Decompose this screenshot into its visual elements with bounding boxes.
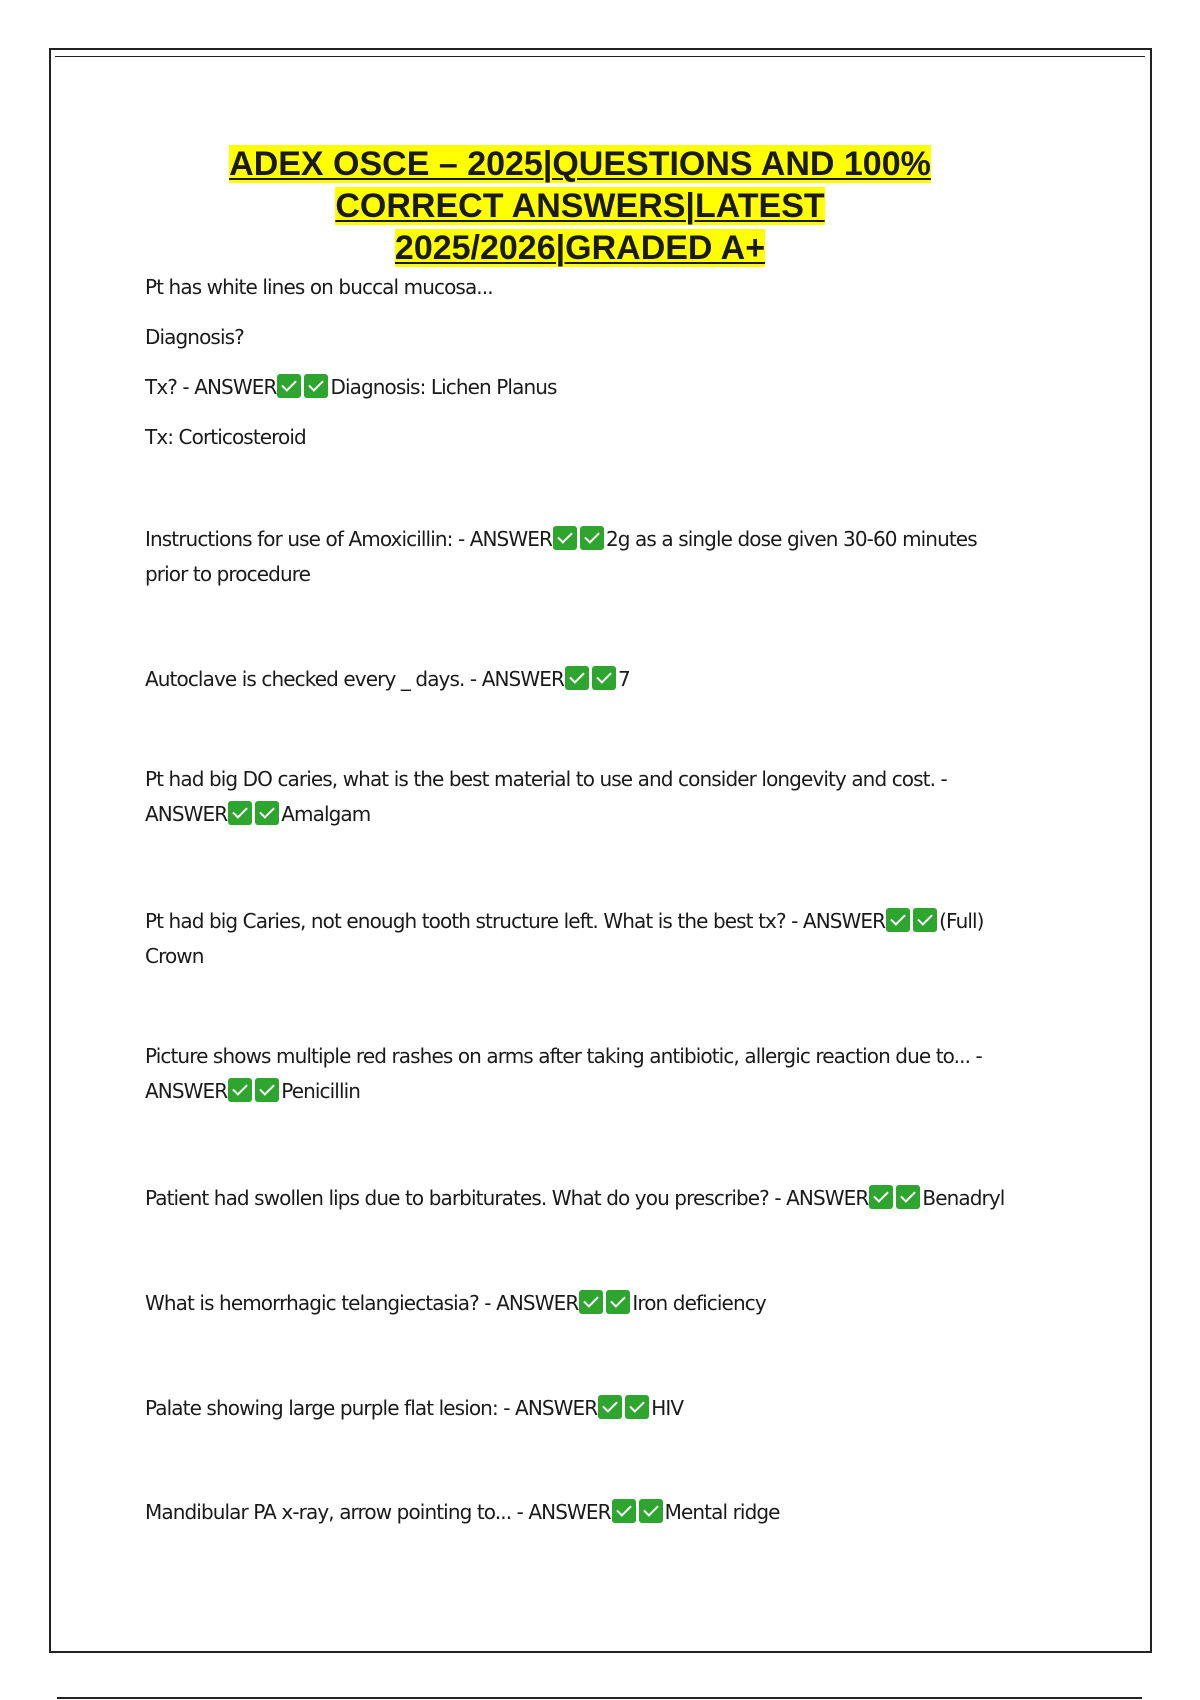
title-line-3: 2025/2026|GRADED A+ — [394, 229, 766, 267]
q6-answer: Penicillin — [281, 1079, 361, 1103]
answer-marker: ANSWER — [528, 1500, 611, 1524]
q5-answer-part1: (Full) — [939, 909, 984, 933]
q1-answer: Diagnosis: Lichen Planus — [330, 375, 557, 399]
check-mark-icon — [886, 908, 910, 932]
answer-marker: ANSWER — [194, 375, 277, 399]
q10-prefix: Mandibular PA x-ray, arrow pointing to... - — [145, 1500, 529, 1524]
q5-answer-part2: Crown — [145, 944, 204, 968]
check-mark-icon — [625, 1395, 649, 1419]
q9-prefix: Palate showing large purple flat lesion: - — [145, 1396, 516, 1420]
q8-answer: Iron deficiency — [632, 1291, 766, 1315]
q2-answer-part2: prior to procedure — [145, 562, 311, 586]
q1-answer-line — [145, 370, 1070, 405]
q7-prefix: Patient had swollen lips due to barbiturates. What do you prescribe? - — [145, 1186, 787, 1210]
check-mark-icon — [580, 526, 604, 550]
title-line-2: CORRECT ANSWERS|LATEST — [335, 187, 825, 225]
check-mark-icon — [913, 908, 937, 932]
check-mark-icon — [228, 801, 252, 825]
page-border-inner-rule — [55, 56, 1145, 57]
document-title — [120, 143, 1040, 269]
qa-list — [145, 270, 1070, 1530]
q8-prefix: What is hemorrhagic telangiectasia? - — [145, 1291, 497, 1315]
q4-question: Pt had big DO caries, what is the best material to use and consider longevity and cost. - — [145, 767, 947, 791]
q5-item — [145, 904, 1070, 974]
check-mark-icon — [606, 1290, 630, 1314]
q4-item — [145, 762, 1070, 832]
answer-marker: ANSWER — [802, 909, 886, 933]
answer-marker: ANSWER — [469, 527, 552, 551]
check-mark-icon — [228, 1078, 252, 1102]
check-mark-icon — [869, 1185, 893, 1209]
answer-marker: ANSWER — [496, 1291, 579, 1315]
q7-item — [145, 1181, 1070, 1216]
q8-item — [145, 1286, 1070, 1321]
q9-item — [145, 1391, 1070, 1426]
title-line-1: ADEX OSCE – 2025|QUESTIONS AND 100% — [229, 145, 931, 183]
q10-answer: Mental ridge — [664, 1500, 780, 1524]
q6-question: Picture shows multiple red rashes on arms after taking antibiotic, allergic reaction due to... - — [145, 1044, 982, 1068]
q1-line-1: Pt has white lines on buccal mucosa... — [145, 275, 493, 299]
q5-prefix: Pt had big Caries, not enough tooth structure left. What is the best tx? - — [145, 909, 803, 933]
check-mark-icon — [598, 1395, 622, 1419]
check-mark-icon — [255, 801, 279, 825]
check-mark-icon — [565, 666, 589, 690]
check-mark-icon — [592, 666, 616, 690]
check-mark-icon — [896, 1185, 920, 1209]
answer-marker: ANSWER — [515, 1396, 598, 1420]
q3-answer: 7 — [617, 667, 630, 691]
check-mark-icon — [255, 1078, 279, 1102]
q6-item — [145, 1039, 1070, 1109]
q1-line-2: Diagnosis? — [145, 325, 244, 349]
answer-marker: ANSWER — [145, 802, 228, 826]
check-mark-icon — [553, 526, 577, 550]
check-mark-icon — [579, 1290, 603, 1314]
q1-prefix: Tx? - — [145, 375, 195, 399]
page-bottom-rule — [57, 1697, 1142, 1699]
check-mark-icon — [304, 374, 328, 398]
check-mark-icon — [277, 374, 301, 398]
q2-answer-part1: 2g as a single dose given 30-60 minutes — [605, 527, 977, 551]
q1-line-4: Tx: Corticosteroid — [145, 425, 306, 449]
answer-marker: ANSWER — [481, 667, 564, 691]
q3-item — [145, 662, 1070, 697]
check-mark-icon — [612, 1499, 636, 1523]
answer-marker: ANSWER — [145, 1079, 228, 1103]
q9-answer: HIV — [651, 1396, 684, 1420]
q3-prefix: Autoclave is checked every _ days. - — [145, 667, 482, 691]
q2-item — [145, 522, 1070, 592]
check-mark-icon — [639, 1499, 663, 1523]
q10-item — [145, 1495, 1070, 1530]
q2-prefix: Instructions for use of Amoxicillin: - — [145, 527, 470, 551]
q4-answer: Amalgam — [281, 802, 371, 826]
answer-marker: ANSWER — [786, 1186, 869, 1210]
q7-answer: Benadryl — [922, 1186, 1005, 1210]
